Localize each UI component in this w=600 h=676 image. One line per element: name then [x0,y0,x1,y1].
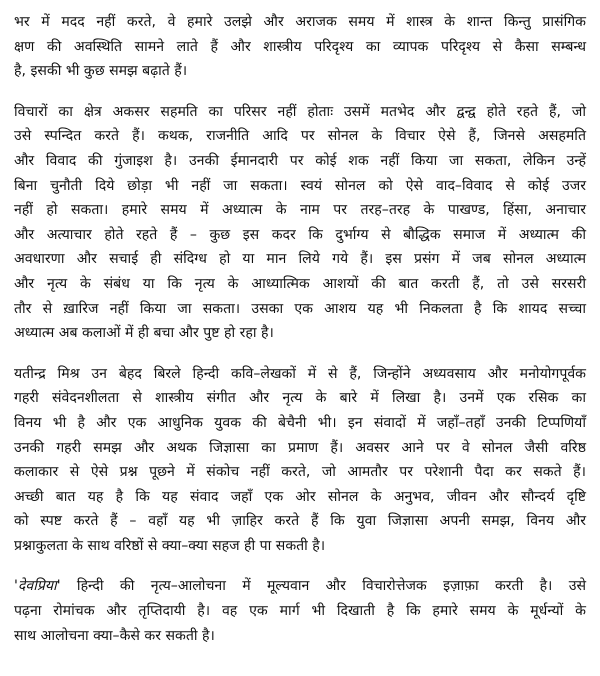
text-line: है, इसकी भी कुछ समझ बढ़ाते हैं। [14,63,188,80]
text-line-rest: हिन्दी की नृत्य–आलोचना में मूल्यवान और विचारोत्तेजक इज़ाफ़ा करती है। उसे [60,578,586,595]
paragraph-2 [14,100,586,346]
text-line: विचारों का क्षेत्र अकसर सहमति का परिसर नहीं होताः उसमें मतभेद और द्वन्द्व होते रहते हैं, जो [14,103,586,120]
text-line: बिना चुनौती दिये छोड़ा भी नहीं जा सकता। स्वयं सोनल को ऐसे वाद–विवाद से कोई उजर [14,177,586,194]
paragraph-1 [14,10,586,84]
text-line: अध्यात्म अब कलाओं में ही बचा और पुष्ट हो रहा है। [14,325,274,342]
text-line: पढ़ना रोमांचक और तृप्तिदायी है। वह एक मार्ग भी दिखाती है कि हमारे समय के मूर्धन्यों के [14,603,586,620]
text-line: अच्छी बात यह है कि यह संवाद जहाँ एक ओर सोनल के अनुभव, जीवन और सौन्दर्य दृष्टि [14,488,586,505]
text-line: यतीन्द्र मिश्र उन बेहद बिरले हिन्दी कवि–लेखकों में से हैं, जिन्होंने अध्यवसाय और मनोयोगपूर्वक [14,365,586,382]
text-line: अवधारणा और सचाई ही संदिग्ध हो या मान लिये गये हैं। इस प्रसंग में जब सोनल अध्यात्म [14,251,586,268]
text-line: कलाकार से ऐसे प्रश्न पूछने में संकोच नहीं करते, जो आमतौर पर परेशानी पैदा कर सकते हैं। [14,464,586,481]
text-line: तौर से ख़ारिज नहीं किया जा सकता। उसका एक आशय यह भी निकलता है कि शायद सच्चा [14,300,586,317]
text-line: को स्पष्ट करते हैं – वहाँ यह भी ज़ाहिर करते हैं कि युवा जिज्ञासा अपनी समझ, विनय और [14,513,586,530]
text-line: और अत्याचार होते रहते हैं – कुछ इस कदर कि दुर्भाग्य से बौद्धिक समाज में अध्यात्म की [14,226,586,243]
text-line: भर में मदद नहीं करते, वे हमारे उलझे और अराजक समय में शास्त्र के शान्त किन्तु प्रासंगिक [14,14,586,30]
book-title: 'देवप्रिया' [14,578,61,595]
text-line: और नृत्य के संबंध या कि नृत्य के आध्यात्मिक आशयों की बात करती हैं, तो उसे सरसरी [14,275,586,292]
text-line: उनकी गहरी समझ और अथक जिज्ञासा का प्रमाण हैं। अवसर आने पर वे सोनल जैसी वरिष्ठ [14,439,586,456]
text-line: गहरी संवेदनशीलता से शास्त्रीय संगीत और नृत्य के बारे में लिखा है। उनमें एक रसिक का [14,390,586,407]
text-line: साथ आलोचना क्या–कैसे कर सकती है। [14,627,215,644]
text-line: विनय भी है और एक आधुनिक युवक की बेचैनी भी। इन संवादों में जहाँ–तहाँ उनकी टिप्पणियाँ [14,414,586,431]
text-line: प्रश्नाकुलता के साथ वरिष्ठों से क्या–क्या सहज ही पा सकती है। [14,537,326,554]
text-line [14,574,586,599]
paragraph-4 [14,574,586,648]
paragraph-3 [14,362,586,559]
text-line: नहीं हो सकता। हमारे समय में अध्यात्म के नाम पर तरह–तरह के पाखण्ड, हिंसा, अनाचार [14,202,586,219]
text-line: क्षण की अवस्थिति सामने लाते हैं और शास्त्रीय परिदृश्य का व्यापक परिदृश्य से कैसा सम्बन्ध [14,38,586,55]
text-line: और विवाद की गुंजाइश है। उनकी ईमानदारी पर कोई शक नहीं किया जा सकता, लेकिन उन्हें [14,152,586,169]
text-line: उसे स्पन्दित करते हैं। कथक, राजनीति आदि पर सोनल के विचार ऐसे हैं, जिनसे असहमति [14,128,586,145]
